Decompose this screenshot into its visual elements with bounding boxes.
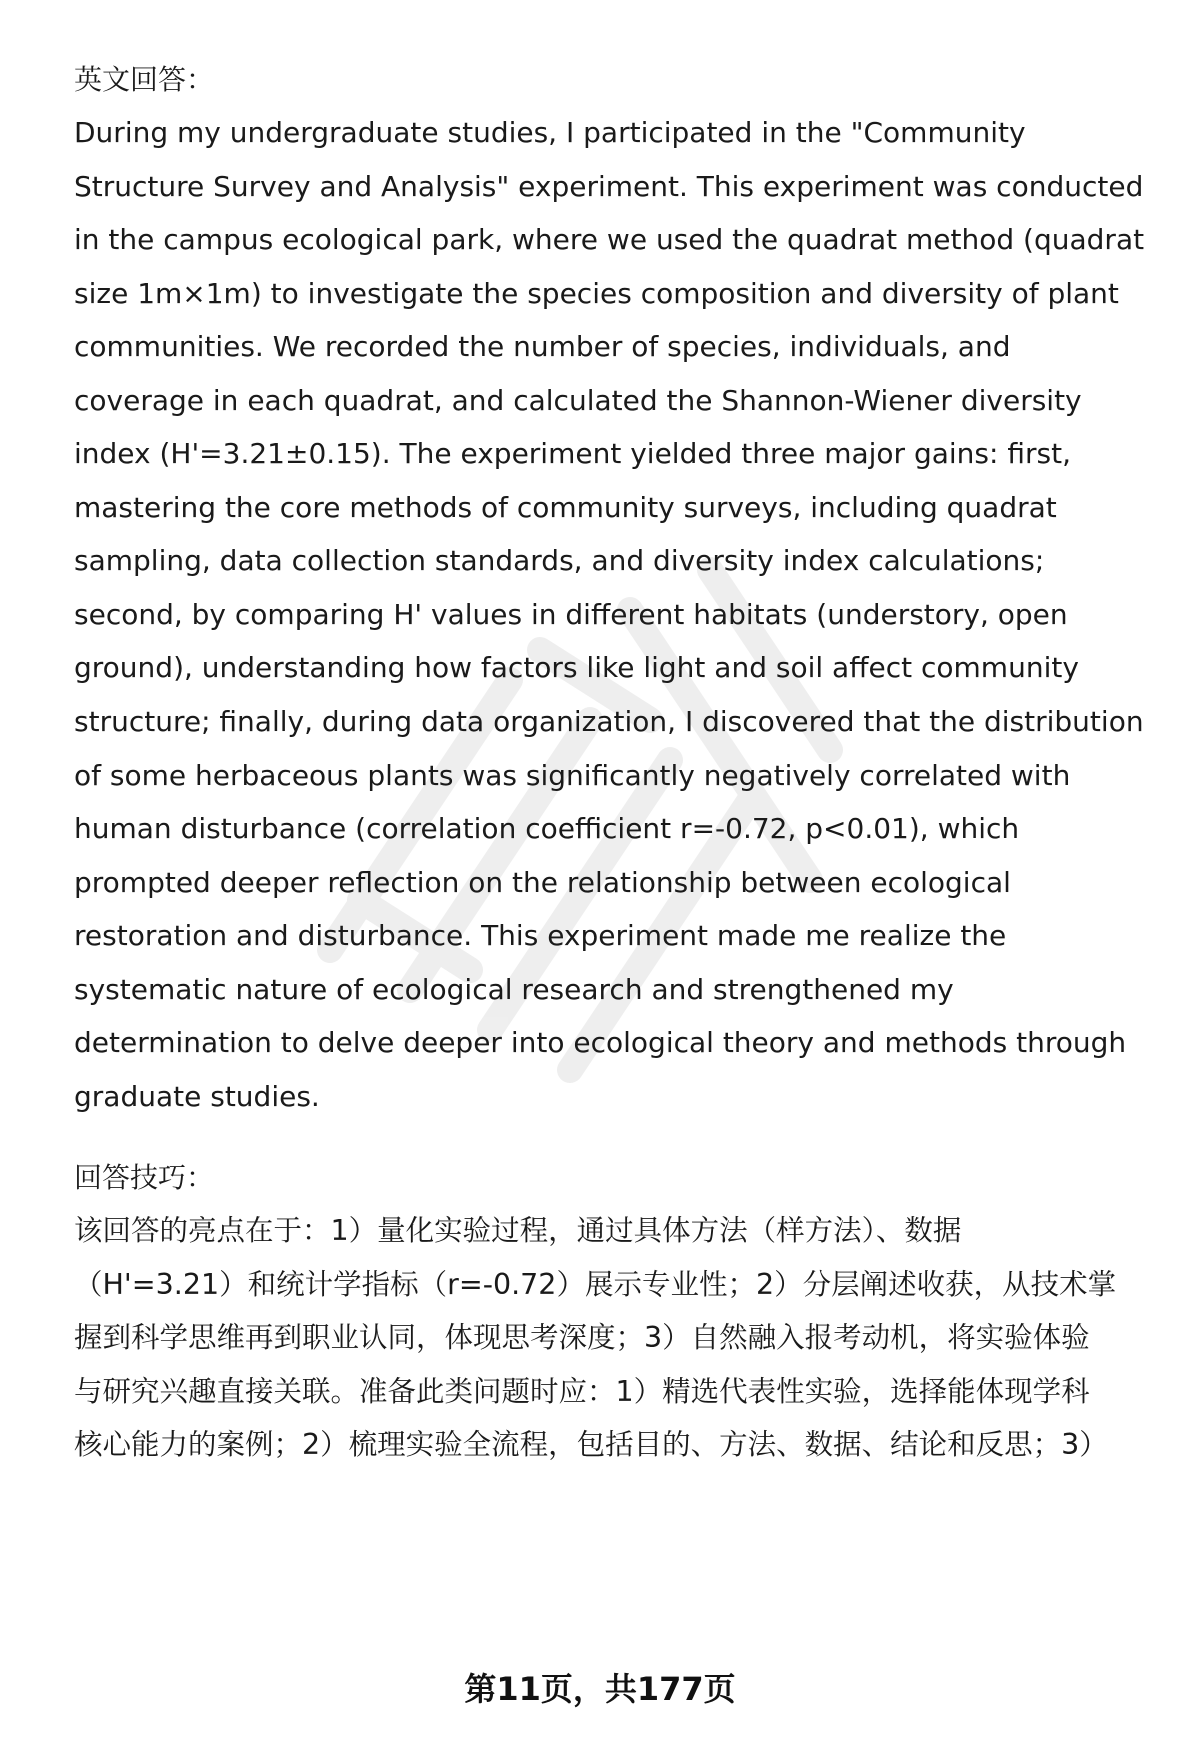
paragraph-line: sampling, data collection standards, and diversity index calculations; (74, 544, 1045, 577)
tips-line: （H'=3.21）和统计学指标（r=-0.72）展示专业性；2）分层阐述收获，从技术掌 (74, 1268, 1117, 1301)
paragraph-line: of some herbaceous plants was significantly negatively correlated with (74, 759, 1071, 792)
paragraph-line: restoration and disturbance. This experiment made me realize the (74, 919, 1007, 952)
paragraph-line: coverage in each quadrat, and calculated the Shannon-Wiener diversity (74, 384, 1082, 417)
tips-line: 与研究兴趣直接关联。准备此类问题时应：1）精选代表性实验，选择能体现学科 (74, 1375, 1090, 1408)
paragraph-line: mastering the core methods of community surveys, including quadrat (74, 491, 1057, 524)
paragraph-line: Structure Survey and Analysis" experiment. This experiment was conducted (74, 170, 1144, 203)
paragraph-line: ground), understanding how factors like light and soil affect community (74, 651, 1079, 684)
paragraph-line: determination to delve deeper into ecological theory and methods through (74, 1026, 1127, 1059)
paragraph-line: in the campus ecological park, where we used the quadrat method (quadrat (74, 223, 1145, 256)
paragraph-line: human disturbance (correlation coefficient r=-0.72, p<0.01), which (74, 812, 1020, 845)
paragraph-line: systematic nature of ecological research and strengthened my (74, 973, 954, 1006)
paragraph-line: communities. We recorded the number of species, individuals, and (74, 330, 1011, 363)
page-number-footer: 第11页，共177页 (464, 1670, 736, 1708)
paragraph-line: structure; finally, during data organization, I discovered that the distribution (74, 705, 1144, 738)
section-heading-tips: 回答技巧： (74, 1161, 215, 1194)
paragraph-line: second, by comparing H' values in different habitats (understory, open (74, 598, 1068, 631)
paragraph-line: prompted deeper reflection on the relationship between ecological (74, 866, 1011, 899)
paragraph-line: graduate studies. (74, 1080, 320, 1113)
tips-line: 核心能力的案例；2）梳理实验全流程，包括目的、方法、数据、结论和反思；3） (74, 1428, 1108, 1461)
tips-line: 握到科学思维再到职业认同，体现思考深度；3）自然融入报考动机，将实验体验 (74, 1321, 1090, 1354)
paragraph-line: size 1m×1m) to investigate the species composition and diversity of plant (74, 277, 1119, 310)
tips-line: 该回答的亮点在于：1）量化实验过程，通过具体方法（样方法）、数据 (74, 1214, 962, 1247)
section-heading-english: 英文回答： (74, 63, 215, 96)
paragraph-line: index (H'=3.21±0.15). The experiment yielded three major gains: first, (74, 437, 1071, 470)
paragraph-line: During my undergraduate studies, I participated in the "Community (74, 116, 1026, 149)
